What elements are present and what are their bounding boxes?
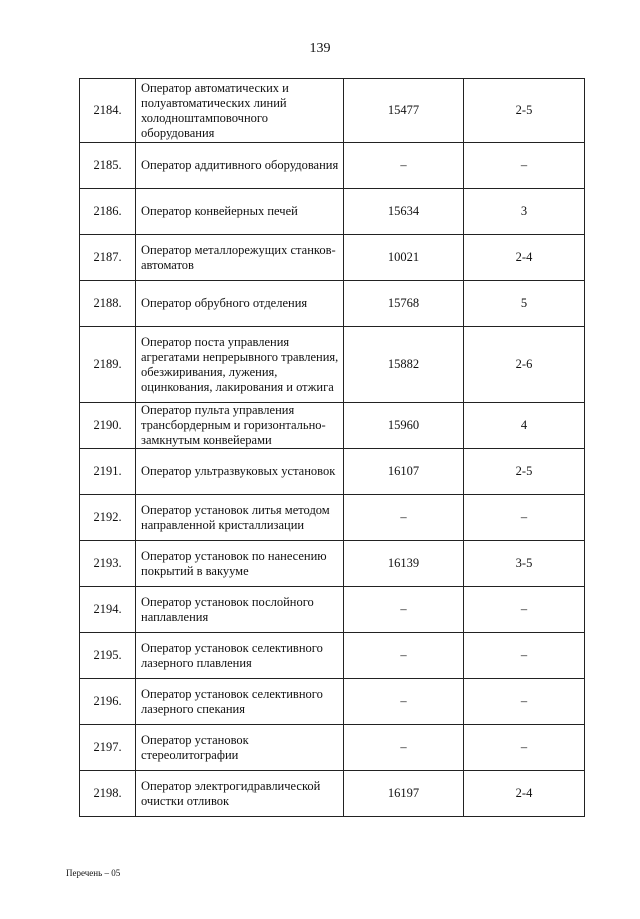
grade-range: – xyxy=(464,725,585,771)
grade-range: 2-4 xyxy=(464,771,585,817)
profession-code: – xyxy=(344,725,464,771)
grade-range: – xyxy=(464,587,585,633)
grade-range: – xyxy=(464,143,585,189)
grade-range: 2-5 xyxy=(464,449,585,495)
profession-code: 15768 xyxy=(344,281,464,327)
profession-name: Оператор установок селективного лазерного спекания xyxy=(136,679,344,725)
table-row xyxy=(80,235,585,281)
row-number: 2198. xyxy=(80,771,136,817)
row-number: 2190. xyxy=(80,403,136,449)
row-number: 2193. xyxy=(80,541,136,587)
grade-range: – xyxy=(464,679,585,725)
grade-range: 3 xyxy=(464,189,585,235)
profession-code: – xyxy=(344,587,464,633)
grade-range: – xyxy=(464,495,585,541)
profession-name: Оператор установок стереолитографии xyxy=(136,725,344,771)
profession-code: 15477 xyxy=(344,79,464,143)
table-row xyxy=(80,495,585,541)
profession-code: – xyxy=(344,495,464,541)
row-number: 2188. xyxy=(80,281,136,327)
profession-code: 10021 xyxy=(344,235,464,281)
grade-range: 2-4 xyxy=(464,235,585,281)
table-row xyxy=(80,281,585,327)
table-row xyxy=(80,679,585,725)
profession-code: 16107 xyxy=(344,449,464,495)
table-row xyxy=(80,79,585,143)
profession-code: – xyxy=(344,679,464,725)
profession-name: Оператор ультразвуковых установок xyxy=(136,449,344,495)
row-number: 2189. xyxy=(80,327,136,403)
profession-name: Оператор пульта управления трансбордерным и горизонтально-замкнутым конвейерами xyxy=(136,403,344,449)
profession-code: 16139 xyxy=(344,541,464,587)
grade-range: 5 xyxy=(464,281,585,327)
grade-range: 2-5 xyxy=(464,79,585,143)
profession-table xyxy=(79,78,585,817)
grade-range: 4 xyxy=(464,403,585,449)
grade-range: 3-5 xyxy=(464,541,585,587)
profession-code: – xyxy=(344,633,464,679)
profession-name: Оператор установок литья методом направленной кристаллизации xyxy=(136,495,344,541)
row-number: 2192. xyxy=(80,495,136,541)
profession-name: Оператор металлорежущих станков-автоматов xyxy=(136,235,344,281)
profession-code: 15882 xyxy=(344,327,464,403)
profession-name: Оператор электрогидравлической очистки отливок xyxy=(136,771,344,817)
row-number: 2185. xyxy=(80,143,136,189)
profession-name: Оператор аддитивного оборудования xyxy=(136,143,344,189)
table-row xyxy=(80,449,585,495)
table-row xyxy=(80,327,585,403)
row-number: 2191. xyxy=(80,449,136,495)
profession-name: Оператор автоматических и полуавтоматических линий холодноштамповочного оборудования xyxy=(136,79,344,143)
profession-name: Оператор конвейерных печей xyxy=(136,189,344,235)
profession-name: Оператор установок по нанесению покрытий в вакууме xyxy=(136,541,344,587)
row-number: 2186. xyxy=(80,189,136,235)
footer-note: Перечень – 05 xyxy=(66,868,121,878)
profession-name: Оператор установок селективного лазерного плавления xyxy=(136,633,344,679)
profession-name: Оператор поста управления агрегатами непрерывного травления, обезжиривания, лужения, оцинкования, лакирования и отжига xyxy=(136,327,344,403)
table-row xyxy=(80,143,585,189)
row-number: 2195. xyxy=(80,633,136,679)
row-number: 2187. xyxy=(80,235,136,281)
row-number: 2197. xyxy=(80,725,136,771)
row-number: 2184. xyxy=(80,79,136,143)
profession-code: 16197 xyxy=(344,771,464,817)
table-row xyxy=(80,725,585,771)
table-row xyxy=(80,403,585,449)
profession-name: Оператор установок послойного наплавления xyxy=(136,587,344,633)
page-number: 139 xyxy=(309,41,331,56)
table-body xyxy=(80,79,585,817)
table-row xyxy=(80,541,585,587)
profession-code: – xyxy=(344,143,464,189)
table-row xyxy=(80,587,585,633)
row-number: 2196. xyxy=(80,679,136,725)
row-number: 2194. xyxy=(80,587,136,633)
grade-range: 2-6 xyxy=(464,327,585,403)
table-row xyxy=(80,189,585,235)
table-row xyxy=(80,633,585,679)
profession-code: 15960 xyxy=(344,403,464,449)
table-row xyxy=(80,771,585,817)
profession-code: 15634 xyxy=(344,189,464,235)
profession-name: Оператор обрубного отделения xyxy=(136,281,344,327)
grade-range: – xyxy=(464,633,585,679)
